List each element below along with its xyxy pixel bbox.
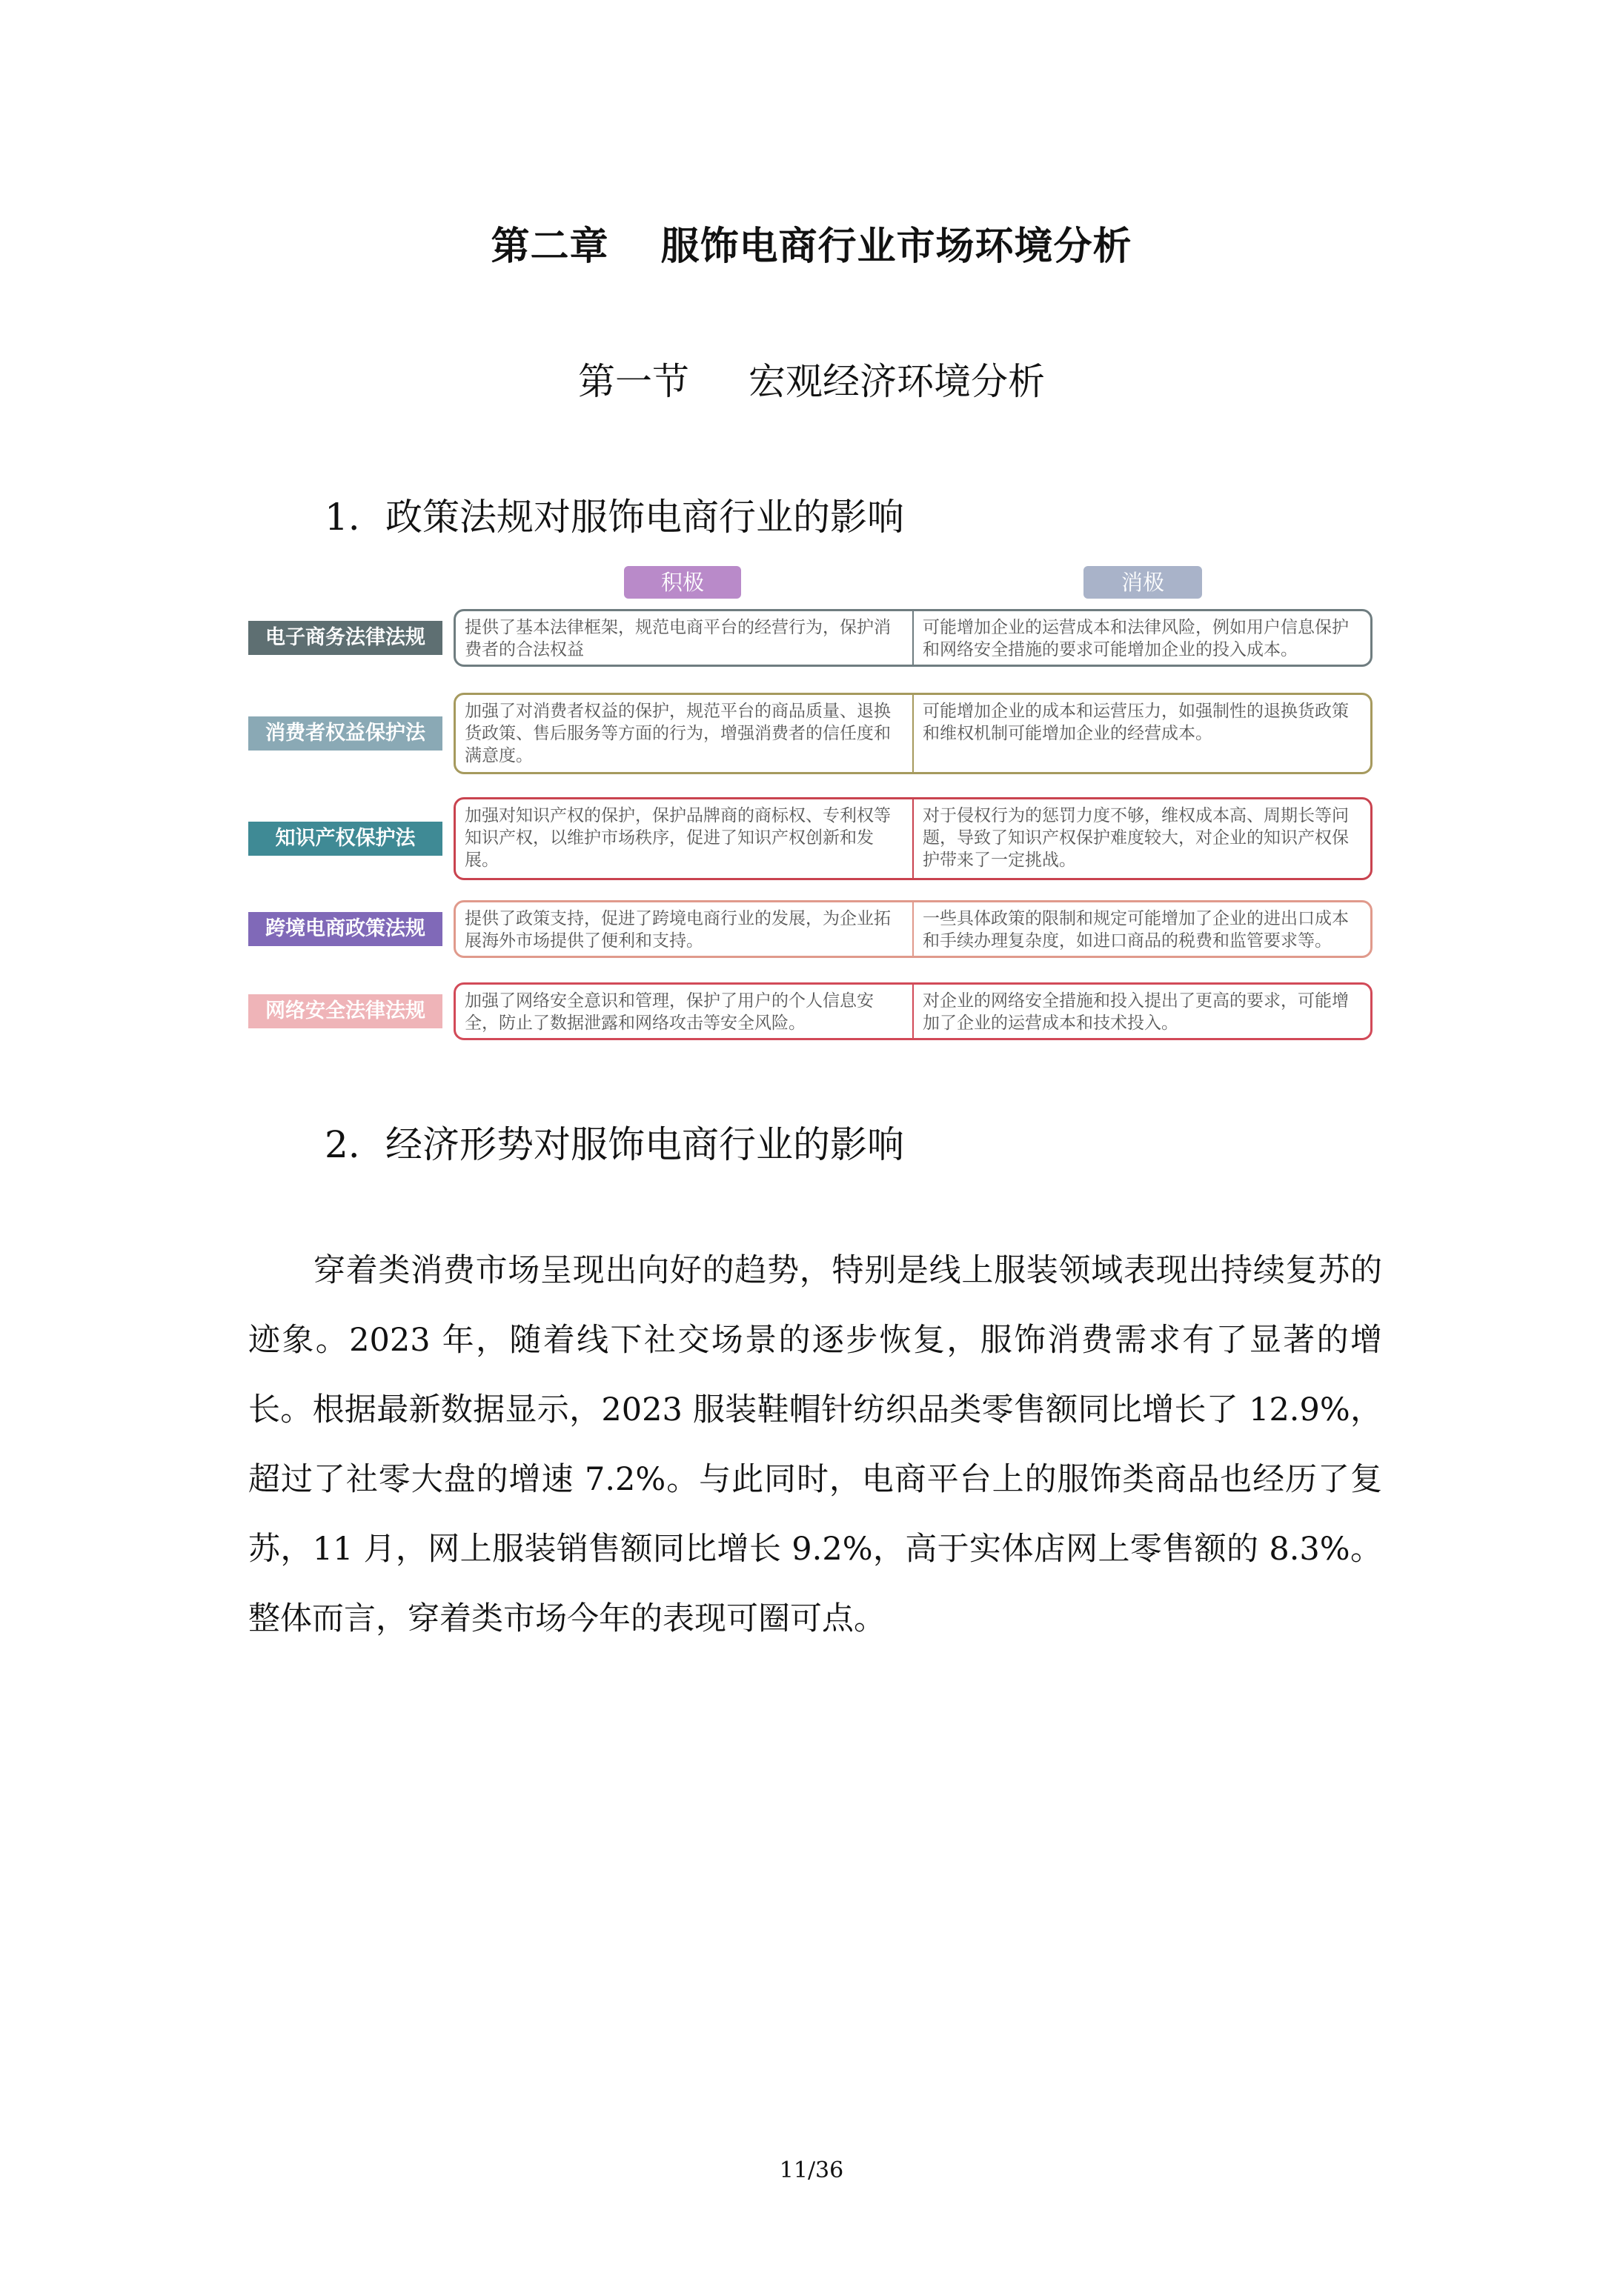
- law-label-cybersecurity-law: 网络安全法律法规: [248, 994, 442, 1028]
- subheading-economy: [325, 1115, 904, 1168]
- law-label-ecommerce-law: 电子商务法律法规: [248, 621, 442, 655]
- law-row-ecommerce-law: [454, 609, 1373, 667]
- positive-impact-cell: 加强了对消费者权益的保护，规范平台的商品质量、退换货政策、售后服务等方面的行为，增强消费者的信任度和满意度。: [456, 695, 914, 772]
- law-label-ip-protection-law: 知识产权保护法: [248, 822, 442, 856]
- negative-impact-cell: 可能增加企业的成本和运营压力，如强制性的退换货政策和维权机制可能增加企业的经营成本。: [923, 702, 1349, 743]
- negative-impact-cell: 对于侵权行为的惩罚力度不够，维权成本高、周期长等问题，导致了知识产权保护难度较大，对企业的知识产权保护带来了一定挑战。: [923, 806, 1349, 870]
- law-row-ip-protection-law: [454, 797, 1373, 880]
- law-label-crossborder-policy: 跨境电商政策法规: [248, 912, 442, 946]
- page-number: 11/36: [779, 2157, 844, 2183]
- negative-impact-cell: 一些具体政策的限制和规定可能增加了企业的进出口成本和手续办理复杂度，如进口商品的税费和监管要求等。: [923, 909, 1349, 951]
- law-label-consumer-protection-law: 消费者权益保护法: [248, 716, 442, 751]
- negative-impact-cell: 对企业的网络安全措施和投入提出了更高的要求，可能增加了企业的运营成本和技术投入。: [923, 991, 1349, 1033]
- subheading-text: 经济形势对服饰电商行业的影响: [385, 1123, 904, 1166]
- subheading-policy: [325, 488, 904, 541]
- law-row-cybersecurity-law: [454, 982, 1373, 1040]
- economy-paragraph: 穿着类消费市场呈现出向好的趋势，特别是线上服装领域表现出持续复苏的迹象。2023 年，随着线下社交场景的逐步恢复，服饰消费需求有了显著的增长。根据最新数据显示，2023 服装鞋帽针纺织品类零售额同比增长了 12.9%，超过了社零大盘的增速 7.2%。与此同时，电商平台上的服饰类商品也经历了复苏，11 月，网上服装销售额同比增长 9.2%，高于实体店网上零售额的 8.3%。整体而言，穿着类市场今年的表现可圈可点。: [248, 1252, 1382, 1637]
- negative-impact-cell: 可能增加企业的运营成本和法律风险，例如用户信息保护和网络安全措施的要求可能增加企业的投入成本。: [923, 618, 1349, 659]
- negative-column-header: 消极: [1083, 566, 1202, 599]
- chapter-title: [0, 215, 1623, 270]
- chapter-name: 服饰电商行业市场环境分析: [660, 224, 1132, 269]
- positive-column-header: 积极: [624, 566, 741, 599]
- law-row-crossborder-policy: [454, 900, 1373, 958]
- law-row-consumer-protection-law: [454, 693, 1373, 774]
- positive-impact-cell: 提供了政策支持，促进了跨境电商行业的发展，为企业拓展海外市场提供了便利和支持。: [456, 902, 914, 956]
- section-name: 宏观经济环境分析: [749, 360, 1045, 403]
- positive-impact-cell: 加强了网络安全意识和管理，保护了用户的个人信息安全，防止了数据泄露和网络攻击等安全风险。: [456, 985, 914, 1038]
- positive-impact-cell: 加强对知识产权的保护，保护品牌商的商标权、专利权等知识产权，以维护市场秩序，促进了知识产权创新和发展。: [456, 799, 914, 878]
- section-number: 第一节: [578, 360, 689, 403]
- subheading-number: 2.: [325, 1123, 360, 1166]
- subheading-number: 1.: [325, 496, 360, 539]
- positive-impact-cell: 提供了基本法律框架，规范电商平台的经营行为，保护消费者的合法权益: [456, 611, 914, 665]
- subheading-text: 政策法规对服饰电商行业的影响: [385, 496, 904, 539]
- chapter-number: 第二章: [491, 224, 609, 269]
- section-title: [0, 352, 1623, 405]
